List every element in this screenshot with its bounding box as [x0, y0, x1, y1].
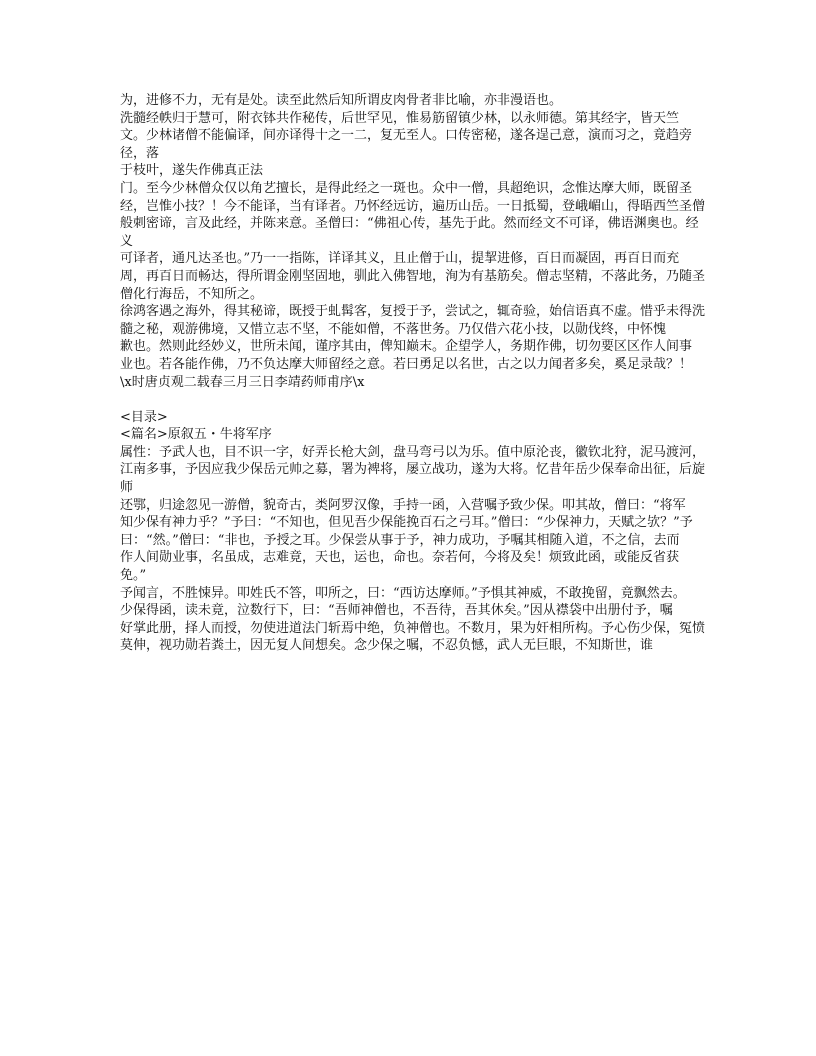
- document-page: [120, 92, 705, 655]
- text-line-6: 经，岂惟小技？！今不能译，当有译者。乃怀经远访，遍历山岳。一日抵蜀，登峨嵋山，得晤西竺圣僧: [120, 198, 706, 214]
- text-line-10: 僧化行海岳，不知所之。: [120, 286, 264, 302]
- text-line-5: 门。至今少林僧众仅以角艺擅长，是得此经之一斑也。众中一僧，具超绝识，念惟达摩大师，既留圣: [120, 180, 693, 196]
- text-line-2: 洗髓经帙归于慧可，附衣钵共作秘传，后世罕见，惟易筋留镇少林，以永师德。第其经字，皆天竺: [120, 110, 680, 126]
- signature-line: \x时唐贞观二载春三月三日李靖药师甫序\x: [120, 374, 365, 390]
- text-line-20: 还鄂，归途忽见一游僧，貌奇古，类阿罗汉像，手持一函，入营嘱予致少保。叩其故，僧曰：“将军: [120, 497, 686, 513]
- text-line-22: 曰：“然。”僧曰：“非也，予授之耳。少保尝从事于予，神力成功，予嘱其相随入道，不之信，去而: [120, 532, 680, 548]
- chapter-title: <篇名>原叙五・牛将军序: [120, 427, 272, 443]
- text-line-9: 周，再百日而畅达，得所谓金刚坚固地，驯此入佛智地，洵为有基筋矣。僧志坚精，不落此务，乃随圣: [120, 268, 706, 284]
- text-line-25: 少保得函，读未竟，泣数行下，曰：“吾师神僧也，不吾待，吾其休矣。”因从襟袋中出册付予，嘱: [120, 603, 673, 619]
- text-line-7: 般刺密谛，言及此经，并陈来意。圣僧曰：“佛祖心传，基先于此。然而经文不可译，佛语渊奥也。经义: [120, 216, 699, 249]
- text-line-27: 莫伸，视功勋若粪土，因无复人间想矣。念少保之嘱，不忍负憾，武人无巨眼，不知斯世，谁: [120, 638, 654, 654]
- text-line-12: 歉也。然则此经妙义，世所未闻，谨序其由，俾知巅末。企望学人，务期作佛，切勿要区区作人间事: [120, 339, 693, 355]
- text-line-19: 江南多事，予因应我少保岳元帅之募，署为裨将，屡立战功，遂为大将。忆昔年岳少保奉命出征，后旋师: [120, 462, 706, 496]
- text-line-4: 于枝叶，遂失作佛真正法: [120, 163, 264, 179]
- blank-line: [120, 391, 705, 409]
- text-line-8: 可译者，通凡达圣也。”乃一一指陈，详译其义，且止僧于山，提挈进修，百日而凝固，再百日而充: [120, 251, 680, 267]
- text-line-24: 予闻言，不胜悚异。叩姓氏不答，叩所之，曰：“西访达摩师。”予惧其神威，不敢挽留，竟飘然去。: [120, 585, 686, 601]
- text-line-11: 徐鸿客遇之海外，得其秘谛，既授于虬髯客，复授于予，尝试之，辄奇验，始信语真不虚。惜乎未得洗髓之秘，观游佛境，又惜立志不坚，不能如僧，不落世务。乃仅借六花小技，以勋伐终，中怀愧: [120, 304, 706, 337]
- text-line-23: 作人间勋业事，名虽成，志难竟，天也，运也，命也。奈若何，今将及矣！烦致此函，或能反省获免。”: [120, 550, 680, 584]
- text-line-3: 文。少林诸僧不能偏译，间亦译得十之一二，复无至人。口传密秘，遂各逞己意，演而习之，竟趋旁径，落: [120, 128, 693, 161]
- text-line-21: 知少保有神力乎？”予曰：“不知也，但见吾少保能挽百石之弓耳。”僧曰：“少保神力，天赋之欤？”予: [120, 515, 693, 531]
- text-line-18: 属性：予武人也，目不识一字，好弄长枪大剑，盘马弯弓以为乐。值中原沦丧，徽钦北狩，泥马渡河，: [120, 444, 706, 460]
- text-line-1: 为，进修不力，无有是处。读至此然后知所谓皮肉骨者非比喻，亦非漫语也。: [120, 93, 563, 108]
- toc-heading: <目录>: [120, 409, 168, 425]
- text-line-26: 好掌此册，择人而授，勿使进道法门斩焉中绝，负神僧也。不数月，果为奸相所构。予心伤少保，冤愤: [120, 620, 706, 636]
- text-line-13: 业也。若各能作佛，乃不负达摩大师留经之意。若曰勇足以名世，古之以力闻者多矣，奚足录哉？！: [120, 356, 693, 372]
